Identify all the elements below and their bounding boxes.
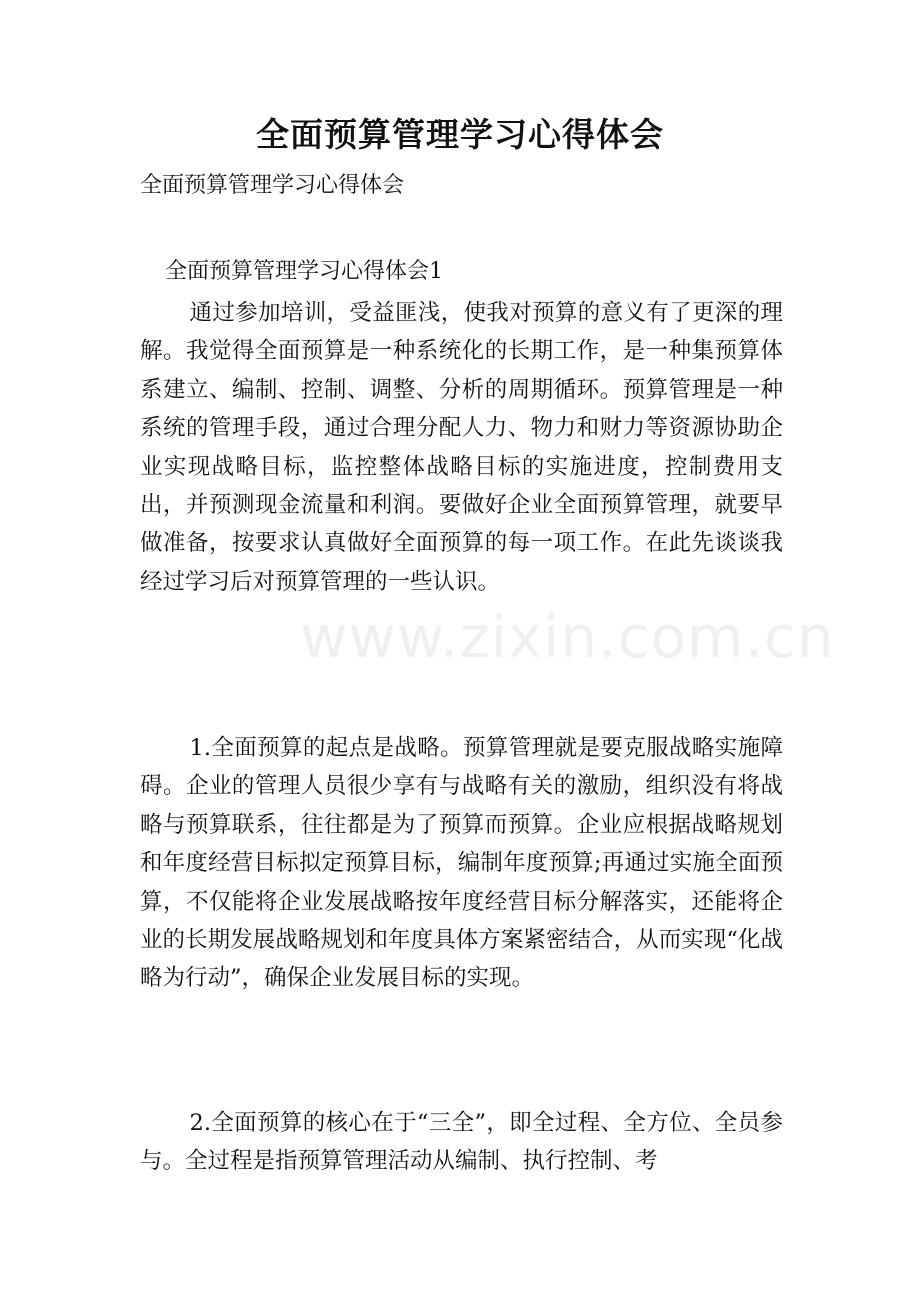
body-paragraph-point-1: 1.全面预算的起点是战略。预算管理就是要克服战略实施障碍。企业的管理人员很少享有与战略有关的激励，组织没有将战略与预算联系，往往都是为了预算而预算。企业应根据战略规划和年度经营目标拟定预算目标，编制年度预算;再通过实施全面预算，不仅能将企业发展战略按年度经营目标分解落实，还能将企业的长期发展战略规划和年度具体方案紧密结合，从而实现“化战略为行动”，确保企业发展目标的实现。 <box>140 735 783 992</box>
document-title: 全面预算管理学习心得体会 <box>256 115 664 154</box>
body-paragraph-intro: 通过参加培训，受益匪浅，使我对预算的意义有了更深的理解。我觉得全面预算是一种系统化的长期工作，是一种集预算体系建立、编制、控制、调整、分析的周期循环。预算管理是一种系统的管理手段，通过合理分配人力、物力和财力等资源协助企业实现战略目标，监控整体战略目标的实施进度，控制费用支出，并预测现金流量和利润。要做好企业全面预算管理，就要早做准备，按要求认真做好全面预算的每一项工作。在此先谈谈我经过学习后对预算管理的一些认识。 <box>140 300 783 595</box>
document-subtitle: 全面预算管理学习心得体会 <box>140 173 405 198</box>
body-paragraph-point-2: 2.全面预算的核心在于“三全”，即全过程、全方位、全员参与。全过程是指预算管理活动从编制、执行控制、考 <box>140 1110 783 1175</box>
section-heading: 全面预算管理学习心得体会1 <box>165 259 443 284</box>
watermark-text: www.zixin.com.cn <box>300 603 835 671</box>
